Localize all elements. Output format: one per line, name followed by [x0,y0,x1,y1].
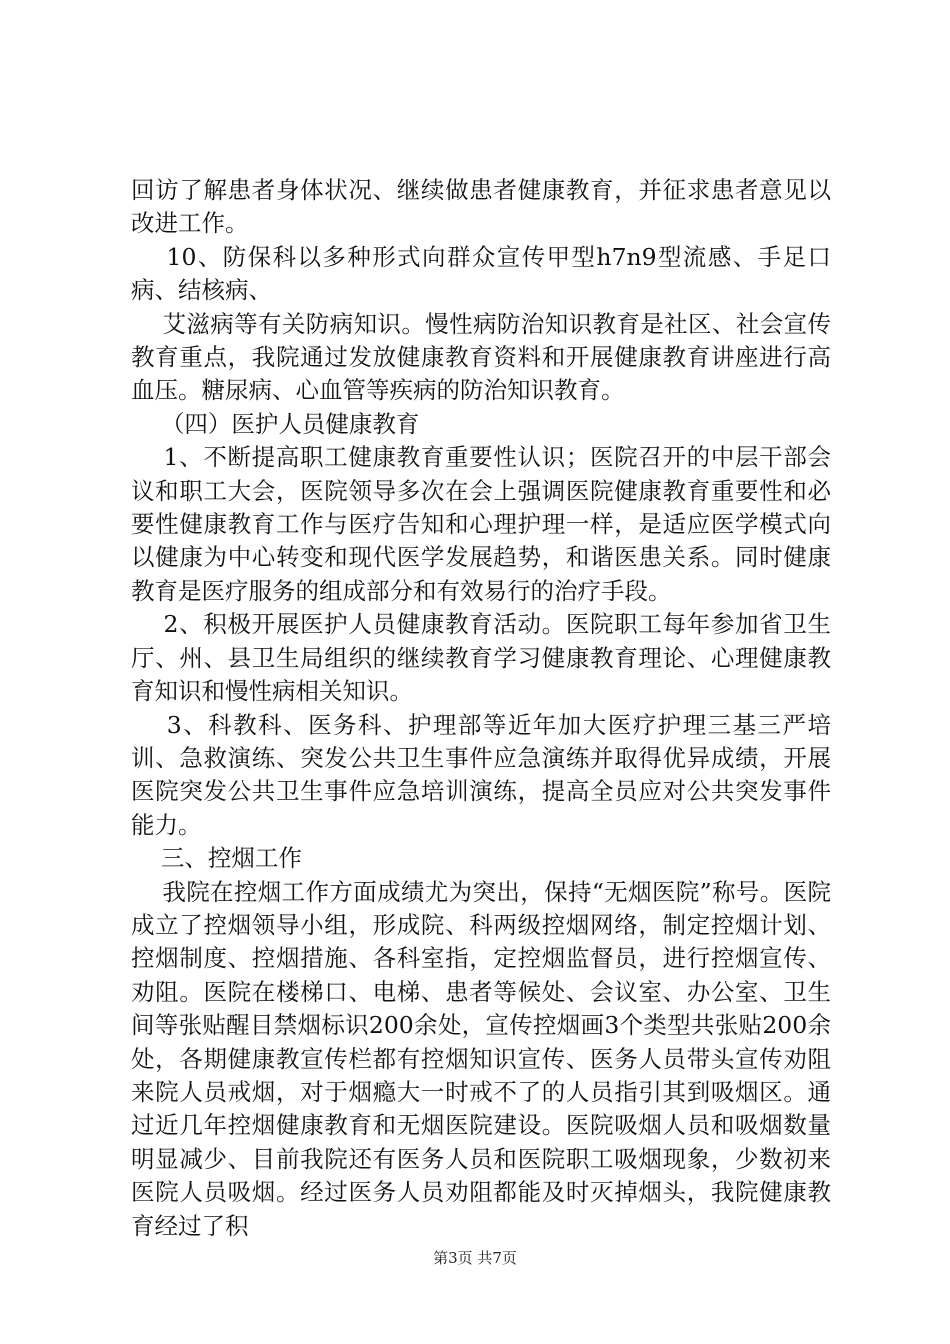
paragraph-staff-item-2: 2、积极开展医护人员健康教育活动。医院职工每年参加省卫生厅、州、县卫生局组织的继续教育学习健康教育理论、心理健康教育知识和慢性病相关知识。 [131,610,831,706]
paragraph-aids-chronic-disease: 艾滋病等有关防病知识。慢性病防治知识教育是社区、社会宣传教育重点，我院通过发放健康教育资料和开展健康教育讲座进行高血压。糖尿病、心血管等疾病的防治知识教育。 [131,309,831,405]
section-heading-staff-education: （四）医护人员健康教育 [131,409,420,438]
section-heading-tobacco-control: 三、控烟工作 [131,844,302,873]
paragraph-staff-item-1: 1、不断提高职工健康教育重要性认识；医院召开的中层干部会议和职工大会，医院领导多次在会上强调医院健康教育重要性和必要性健康教育工作与医疗告知和心理护理一样，是适应医学模式向以健康为中心转变和现代医学发展趋势，和谐医患关系。同时健康教育是医疗服务的组成部分和有效易行的治疗手段。 [131,443,831,605]
body-text [131,174,831,1243]
page-number-footer: 第3页 共7页 [433,1249,517,1267]
paragraph-item-10: 10、防保科以多种形式向群众宣传甲型h7n9型流感、手足口病、结核病、 [131,242,831,305]
paragraph-followup: 回访了解患者身体状况、继续做患者健康教育，并征求患者意见以改进工作。 [131,176,831,238]
paragraph-tobacco-control: 我院在控烟工作方面成绩尤为突出，保持“无烟医院”称号。医院成立了控烟领导小组，形成院、科两级控烟网络，制定控烟计划、控烟制度、控烟措施、各科室指，定控烟监督员，进行控烟宣传、劝阻。医院在楼梯口、电梯、患者等候处、会议室、办公室、卫生间等张贴醒目禁烟标识200余处，宣传控烟画3个类型共张贴200余处，各期健康教宣传栏都有控烟知识宣传、医务人员带头宣传劝阻来院人员戒烟，对于烟瘾大一时戒不了的人员指引其到吸烟区。通过近几年控烟健康教育和无烟医院建设。医院吸烟人员和吸烟数量明显减少、目前我院还有医务人员和医院职工吸烟现象，少数初来医院人员吸烟。经过医务人员劝阻都能及时灭掉烟头，我院健康教育经过了积 [131,877,831,1240]
paragraph-staff-item-3: 3、科教科、医务科、护理部等近年加大医疗护理三基三严培训、急救演练、突发公共卫生事件应急演练并取得优异成绩，开展医院突发公共卫生事件应急培训演练，提高全员应对公共突发事件能力。 [131,710,832,839]
